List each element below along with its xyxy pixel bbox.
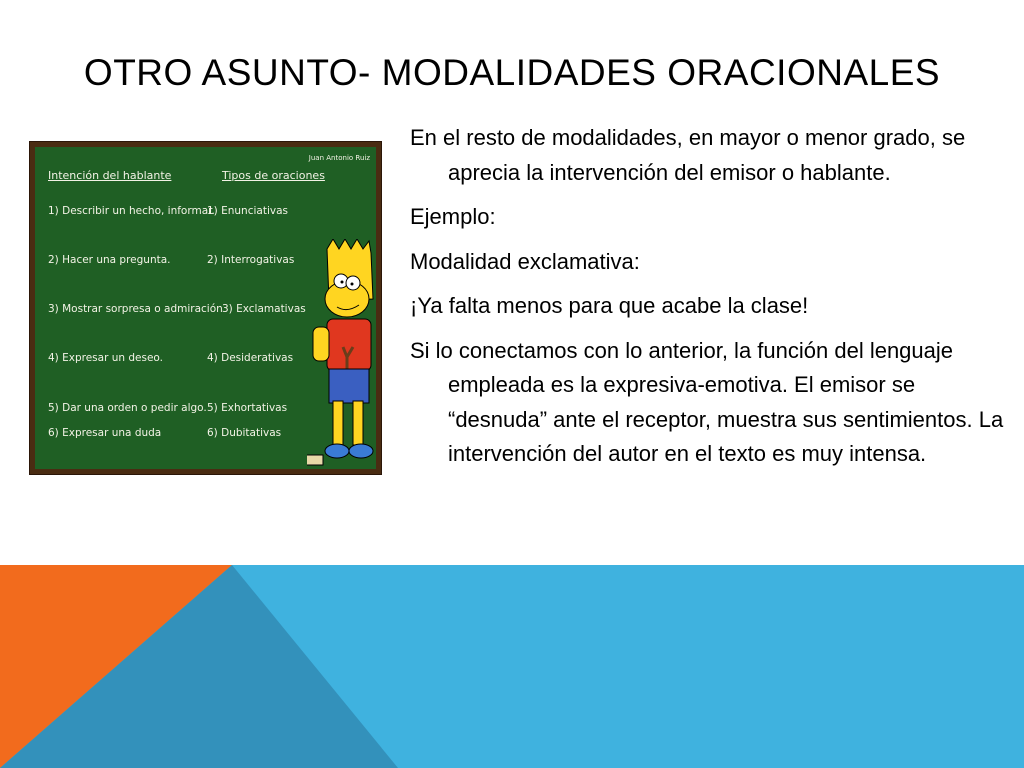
board-intent-6: 6) Expresar una duda (48, 427, 162, 439)
footer-decoration (0, 565, 1024, 768)
chalkboard-surface (35, 147, 376, 469)
board-type-4: 4) Desiderativas (207, 352, 294, 364)
board-type-2: 2) Interrogativas (207, 254, 295, 266)
board-intent-2: 2) Hacer una pregunta. (48, 254, 171, 266)
slide-title: OTRO ASUNTO- MODALIDADES ORACIONALES (83, 52, 941, 93)
slide-body (410, 121, 1010, 482)
paragraph-explanation: Si lo conectamos con lo anterior, la función del lenguaje empleada es la expresiva-emotiva. El emisor se “desnuda” ante el receptor, muestra sus sentimientos. La intervención del autor en el texto es muy intensa. (410, 337, 1004, 466)
bart-simpson-illustration (307, 239, 376, 469)
chalkboard-image (29, 141, 382, 475)
board-intent-5: 5) Dar una orden o pedir algo. (48, 402, 207, 414)
board-type-3: 3) Exclamativas (222, 303, 306, 315)
board-type-5: 5) Exhortativas (207, 402, 288, 414)
board-heading-types: Tipos de oraciones (222, 169, 325, 182)
board-intent-1: 1) Describir un hecho, informar. (48, 205, 215, 217)
board-type-6: 6) Dubitativas (207, 427, 282, 439)
board-heading-intent: Intención del hablante (48, 169, 172, 182)
board-author: Juan Antonio Ruiz (308, 154, 370, 162)
paragraph-intro: En el resto de modalidades, en mayor o menor grado, se aprecia la intervención del emisor o hablante. (410, 125, 966, 185)
board-intent-3: 3) Mostrar sorpresa o admiración (48, 303, 223, 315)
board-intent-4: 4) Expresar un deseo. (48, 352, 164, 364)
board-type-1: 1) Enunciativas (207, 205, 288, 217)
paragraph-modality: Modalidad exclamativa: (410, 248, 640, 274)
paragraph-example-label: Ejemplo: (410, 204, 496, 229)
paragraph-exclamation: ¡Ya falta menos para que acabe la clase! (410, 293, 809, 318)
